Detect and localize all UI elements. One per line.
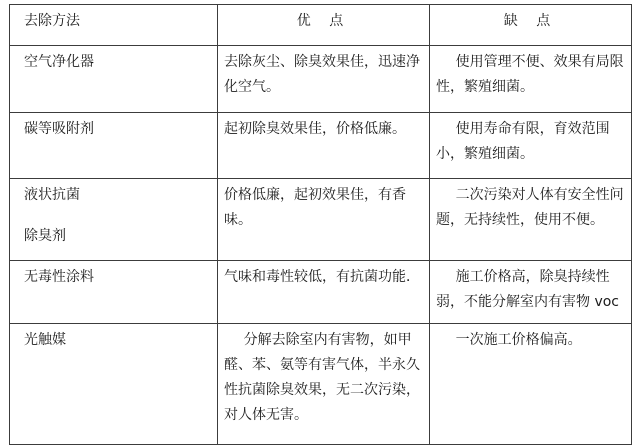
pros-cell: 起初除臭效果佳，价格低廉。 <box>218 113 430 179</box>
pros-cell: 去除灰尘、除臭效果佳，迅速净化空气。 <box>218 46 430 113</box>
cons-cell: 使用管理不便、效果有局限性，繁殖细菌。 <box>430 46 632 113</box>
method-name: 光触媒 <box>24 332 66 348</box>
method-cell <box>10 324 218 445</box>
method-name-line2: 除臭剂 <box>24 228 66 244</box>
method-cell <box>10 113 218 179</box>
pros-cell: 气味和毒性较低，有抗菌功能． <box>218 261 430 324</box>
header-cons: 缺 点 <box>430 5 632 46</box>
method-cell <box>10 261 218 324</box>
header-row <box>10 5 632 46</box>
method-name: 液状抗菌 <box>24 187 80 203</box>
cons-cell: 一次施工价格偏高。 <box>430 324 632 445</box>
pros-cell: 分解去除室内有害物，如甲醛、苯、氨等有害气体，半永久性抗菌除臭效果，无二次污染，对人体无害。 <box>218 324 430 445</box>
table-row <box>10 179 632 261</box>
comparison-table <box>9 4 632 445</box>
cons-cell: 二次污染对人体有安全性问题，无持续性，使用不便。 <box>430 179 632 261</box>
cons-cell: 使用寿命有限，育效范围小，繁殖细菌。 <box>430 113 632 179</box>
cons-cell: 施工价格高，除臭持续性弱，不能分解室内有害物 voc <box>430 261 632 324</box>
table-row <box>10 113 632 179</box>
header-method: 去除方法 <box>10 5 218 46</box>
method-name: 无毒性涂料 <box>24 269 94 285</box>
pros-cell: 价格低廉，起初效果佳，有香味。 <box>218 179 430 261</box>
table-row <box>10 261 632 324</box>
method-cell <box>10 46 218 113</box>
method-name: 空气净化器 <box>24 54 94 70</box>
method-name: 碳等吸附剂 <box>24 121 94 137</box>
table-row <box>10 324 632 445</box>
method-gap <box>24 208 211 224</box>
header-pros: 优 点 <box>218 5 430 46</box>
table-row <box>10 46 632 113</box>
method-cell <box>10 179 218 261</box>
